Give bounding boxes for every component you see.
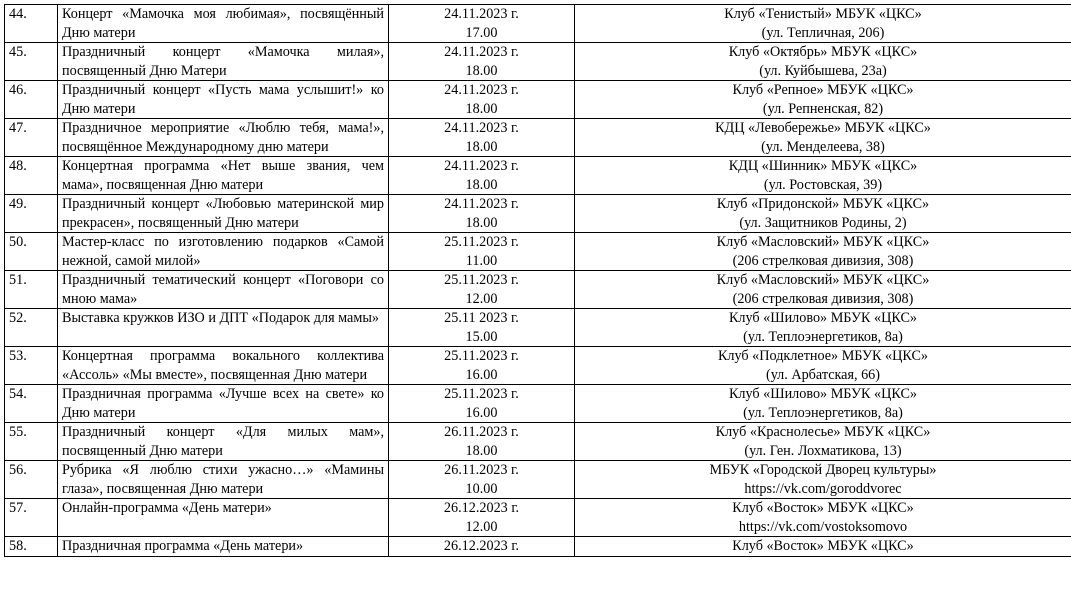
venue-name: Клуб «Масловский» МБУК «ЦКС» <box>716 234 930 250</box>
table-row <box>5 43 1071 81</box>
venue-address: (ул. Репненская, 82) <box>762 100 884 117</box>
event-number: 53. <box>5 347 58 385</box>
venue-address: (ул. Менделеева, 38) <box>761 138 885 155</box>
event-datetime <box>389 119 575 157</box>
event-venue <box>575 43 1071 81</box>
event-number: 50. <box>5 233 58 271</box>
event-time: 17.00 <box>465 24 498 41</box>
event-number: 56. <box>5 461 58 499</box>
event-date: 24.11.2023 г. <box>444 120 519 136</box>
table-row <box>5 499 1071 537</box>
event-venue <box>575 81 1071 119</box>
table-row <box>5 119 1071 157</box>
event-datetime <box>389 461 575 499</box>
table-row <box>5 461 1071 499</box>
event-title: Концерт «Мамочка моя любимая», посвящённый Дню матери <box>58 5 389 43</box>
venue-address: https://vk.com/goroddvorec <box>744 480 902 497</box>
event-datetime <box>389 309 575 347</box>
event-title: Рубрика «Я люблю стихи ужасно…» «Мамины глаза», посвященная Дню матери <box>58 461 389 499</box>
venue-address: (ул. Ген. Лохматикова, 13) <box>744 442 902 459</box>
event-number: 55. <box>5 423 58 461</box>
event-title: Праздничная программа «День матери» <box>58 537 389 557</box>
venue-address: (ул. Куйбышева, 23а) <box>759 62 887 79</box>
table-row <box>5 537 1071 557</box>
event-time: 18.00 <box>465 138 498 155</box>
venue-address: (ул. Теплоэнергетиков, 8а) <box>743 404 903 421</box>
event-date: 25.11.2023 г. <box>444 272 519 288</box>
event-number: 46. <box>5 81 58 119</box>
event-venue <box>575 499 1071 537</box>
event-venue <box>575 195 1071 233</box>
venue-name: Клуб «Масловский» МБУК «ЦКС» <box>716 272 930 288</box>
event-datetime <box>389 157 575 195</box>
table-row <box>5 271 1071 309</box>
venue-name: Клуб «Тенистый» МБУК «ЦКС» <box>724 6 922 22</box>
event-time: 18.00 <box>465 62 498 79</box>
venue-name: Клуб «Восток» МБУК «ЦКС» <box>732 500 914 516</box>
event-time: 18.00 <box>465 176 498 193</box>
event-datetime <box>389 5 575 43</box>
event-venue <box>575 157 1071 195</box>
table-row <box>5 423 1071 461</box>
event-title: Праздничный концерт «Любовью материнской мир прекрасен», посвященный Дню матери <box>58 195 389 233</box>
event-time: 10.00 <box>465 480 498 497</box>
event-title: Праздничный концерт «Пусть мама услышит!» ко Дню матери <box>58 81 389 119</box>
event-date: 26.11.2023 г. <box>444 462 519 478</box>
events-table <box>4 4 1071 557</box>
event-number: 57. <box>5 499 58 537</box>
venue-address: (ул. Тепличная, 206) <box>761 24 885 41</box>
event-datetime <box>389 385 575 423</box>
venue-name: Клуб «Придонской» МБУК «ЦКС» <box>716 196 930 212</box>
event-venue <box>575 309 1071 347</box>
event-number: 51. <box>5 271 58 309</box>
event-title: Праздничный концерт «Для милых мам», посвященный Дню матери <box>58 423 389 461</box>
event-title: Праздничный концерт «Мамочка милая», посвященный Дню Матери <box>58 43 389 81</box>
venue-address: (ул. Ростовская, 39) <box>763 176 883 193</box>
event-number: 49. <box>5 195 58 233</box>
venue-name: МБУК «Городской Дворец культуры» <box>709 462 937 478</box>
event-time: 11.00 <box>465 252 498 269</box>
event-title: Мастер-класс по изготовлению подарков «Самой нежной, самой милой» <box>58 233 389 271</box>
venue-address: (ул. Арбатская, 66) <box>765 366 881 383</box>
table-row <box>5 385 1071 423</box>
event-date: 24.11.2023 г. <box>444 44 519 60</box>
event-date: 24.11.2023 г. <box>444 82 519 98</box>
event-title: Праздничная программа «Лучше всех на свете» ко Дню матери <box>58 385 389 423</box>
venue-name: Клуб «Шилово» МБУК «ЦКС» <box>728 386 918 402</box>
event-venue <box>575 5 1071 43</box>
event-datetime <box>389 195 575 233</box>
venue-address: (206 стрелковая дивизия, 308) <box>732 290 914 307</box>
event-date: 24.11.2023 г. <box>444 6 519 22</box>
event-number: 44. <box>5 5 58 43</box>
event-time: 18.00 <box>465 100 498 117</box>
event-title: Концертная программа «Нет выше звания, чем мама», посвященная Дню матери <box>58 157 389 195</box>
event-date: 24.11.2023 г. <box>444 158 519 174</box>
venue-name: Клуб «Подклетное» МБУК «ЦКС» <box>717 348 929 364</box>
venue-address: https://vk.com/vostoksomovo <box>738 518 908 535</box>
table-row <box>5 309 1071 347</box>
event-datetime <box>389 233 575 271</box>
event-datetime <box>389 537 575 557</box>
event-date: 24.11.2023 г. <box>444 196 519 212</box>
event-number: 58. <box>5 537 58 557</box>
table-row <box>5 233 1071 271</box>
event-number: 52. <box>5 309 58 347</box>
event-time: 18.00 <box>465 442 498 459</box>
event-venue <box>575 233 1071 271</box>
event-datetime <box>389 423 575 461</box>
event-date: 25.11.2023 г. <box>444 348 519 364</box>
event-venue <box>575 119 1071 157</box>
event-datetime <box>389 271 575 309</box>
event-time: 18.00 <box>465 214 498 231</box>
venue-address: (ул. Защитников Родины, 2) <box>739 214 907 231</box>
event-number: 47. <box>5 119 58 157</box>
venue-address: (206 стрелковая дивизия, 308) <box>732 252 914 269</box>
event-title: Праздничное мероприятие «Люблю тебя, мама!», посвящённое Международному дню матери <box>58 119 389 157</box>
event-venue <box>575 423 1071 461</box>
event-date: 26.12.2023 г. <box>443 500 520 516</box>
venue-name: Клуб «Восток» МБУК «ЦКС» <box>732 538 914 554</box>
venue-name: Клуб «Репное» МБУК «ЦКС» <box>732 82 914 98</box>
venue-name: Клуб «Краснолесье» МБУК «ЦКС» <box>715 424 931 440</box>
events-table-body <box>5 5 1071 557</box>
event-datetime <box>389 43 575 81</box>
event-title: Праздничный тематический концерт «Поговори со мною мама» <box>58 271 389 309</box>
event-venue <box>575 461 1071 499</box>
venue-name: КДЦ «Шинник» МБУК «ЦКС» <box>728 158 918 174</box>
event-time: 15.00 <box>465 328 498 345</box>
event-time: 16.00 <box>465 366 498 383</box>
event-title: Выставка кружков ИЗО и ДПТ «Подарок для мамы» <box>58 309 389 347</box>
venue-address: (ул. Теплоэнергетиков, 8а) <box>743 328 903 345</box>
event-date: 26.12.2023 г. <box>443 538 520 554</box>
table-row <box>5 81 1071 119</box>
event-venue <box>575 385 1071 423</box>
event-date: 26.11.2023 г. <box>444 424 519 440</box>
event-date: 25.11 2023 г. <box>444 310 519 326</box>
table-row <box>5 347 1071 385</box>
event-number: 45. <box>5 43 58 81</box>
event-venue <box>575 271 1071 309</box>
venue-name: Клуб «Октябрь» МБУК «ЦКС» <box>728 44 918 60</box>
table-row <box>5 195 1071 233</box>
event-datetime <box>389 347 575 385</box>
table-row <box>5 5 1071 43</box>
event-datetime <box>389 81 575 119</box>
venue-name: Клуб «Шилово» МБУК «ЦКС» <box>728 310 918 326</box>
event-time: 16.00 <box>465 404 498 421</box>
venue-name: КДЦ «Левобережье» МБУК «ЦКС» <box>715 120 931 136</box>
event-title: Концертная программа вокального коллектива «Ассоль» «Мы вместе», посвященная Дню матери <box>58 347 389 385</box>
event-title: Онлайн-программа «День матери» <box>58 499 389 537</box>
event-date: 25.11.2023 г. <box>444 234 519 250</box>
event-venue <box>575 347 1071 385</box>
event-time: 12.00 <box>465 518 498 535</box>
event-time: 12.00 <box>465 290 498 307</box>
event-datetime <box>389 499 575 537</box>
event-date: 25.11.2023 г. <box>444 386 519 402</box>
event-venue <box>575 537 1071 557</box>
table-row <box>5 157 1071 195</box>
event-number: 48. <box>5 157 58 195</box>
event-number: 54. <box>5 385 58 423</box>
